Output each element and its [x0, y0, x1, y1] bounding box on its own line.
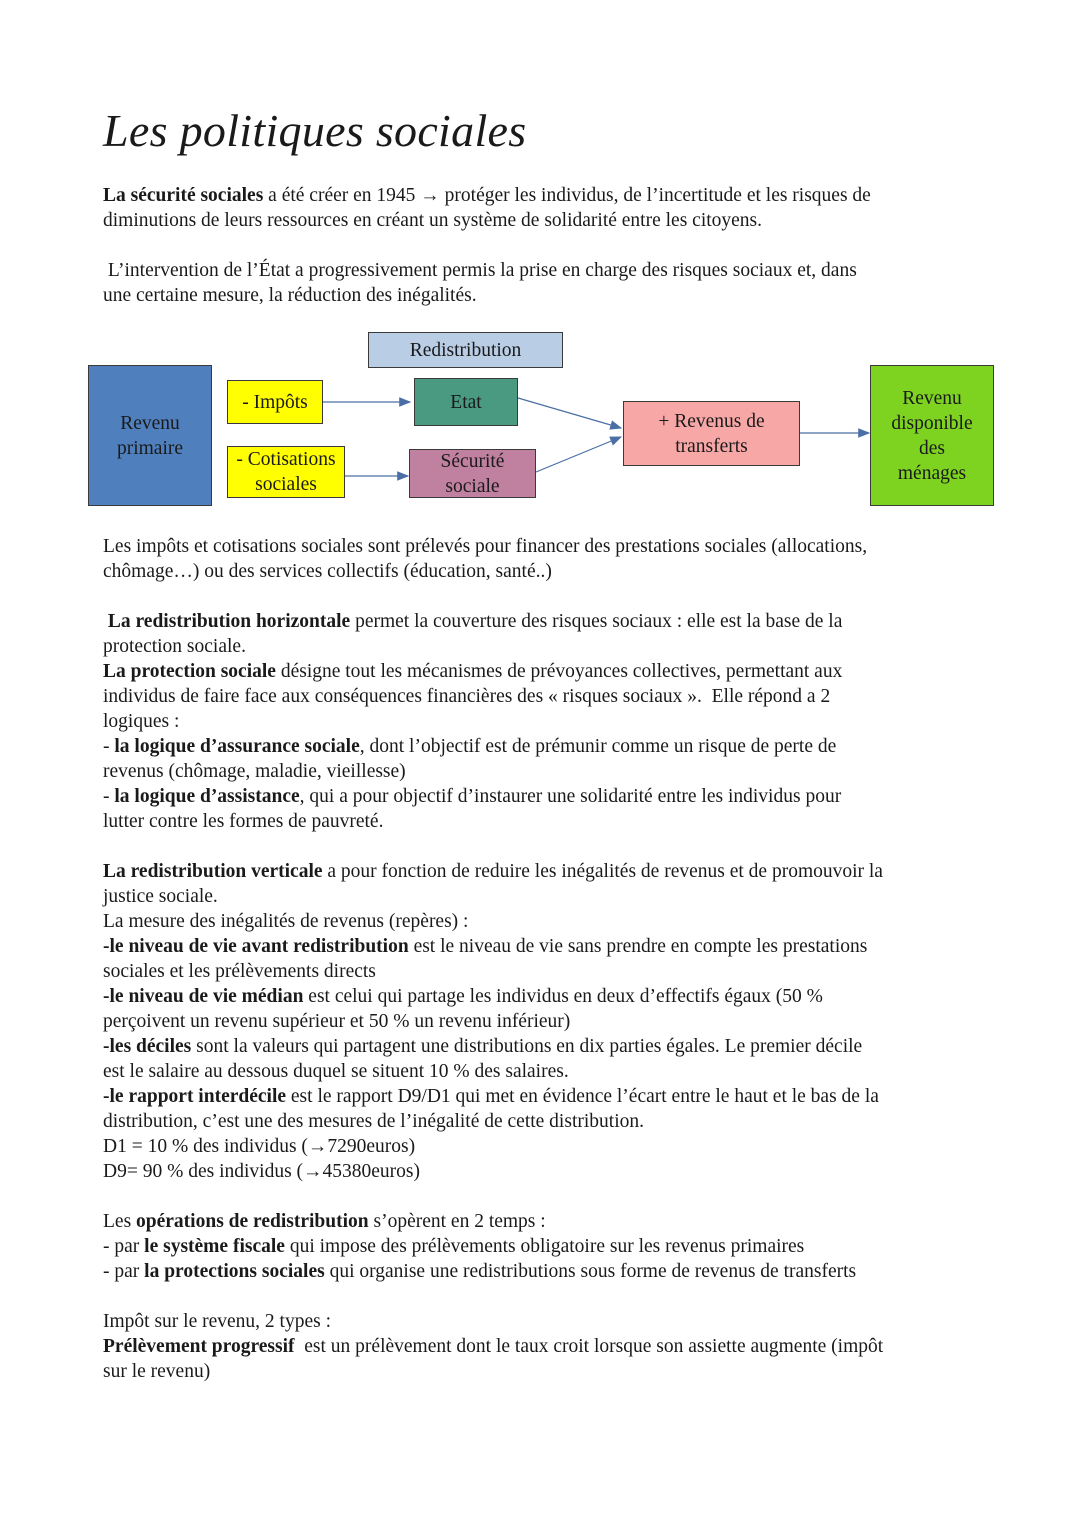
text-line — [103, 1259, 983, 1284]
securite-sociale-box — [409, 449, 536, 498]
bold-term: La redistribution horizontale — [103, 611, 351, 632]
text-run: a pour fonction de reduire les inégalités de revenus et de promouvoir la — [322, 861, 883, 882]
text-line — [103, 1209, 983, 1234]
text-line: est le salaire au dessous duquel se situent 10 % des salaires. — [103, 1061, 569, 1082]
bold-term: la logique d’assurance sociale — [114, 736, 360, 757]
bold-term: La protection sociale — [103, 661, 276, 682]
bold-term: opérations de redistribution — [136, 1211, 369, 1232]
text-line: individus de faire face aux conséquences financières des « risques sociaux ». Elle répond a 2 — [103, 686, 831, 707]
box-label: primaire — [116, 437, 184, 459]
bold-term: -le rapport interdécile — [103, 1086, 287, 1107]
text-line: revenus (chômage, maladie, vieillesse) — [103, 761, 406, 782]
redistribution-verticale-paragraph — [103, 859, 983, 1184]
box-label: - Impôts — [242, 391, 308, 413]
text-run: - — [103, 736, 115, 757]
redistribution-horizontale-paragraph — [103, 609, 983, 834]
operations-paragraph — [103, 1209, 983, 1284]
text-line — [103, 1084, 983, 1109]
bold-term: le système fiscale — [144, 1236, 285, 1257]
text-line — [103, 609, 983, 634]
text-line — [103, 934, 983, 959]
text-line: La mesure des inégalités de revenus (repères) : — [103, 911, 469, 932]
text-line — [103, 1034, 983, 1059]
text-run: qui organise une redistributions sous forme de revenus de transferts — [324, 1261, 857, 1282]
text-run: qui impose des prélèvements obligatoire sur les revenus primaires — [284, 1236, 805, 1257]
text-line: lutter contre les formes de pauvreté. — [103, 811, 384, 832]
text-line: protection sociale. — [103, 636, 246, 657]
text-line — [103, 734, 983, 759]
text-line: distribution, c’est une des mesures de l’inégalité de cette distribution. — [103, 1111, 644, 1132]
text-run: est le niveau de vie sans prendre en compte les prestations — [408, 936, 868, 957]
text-line: logiques : — [103, 711, 180, 732]
text-run: est le rapport D9/D1 qui met en évidence l’écart entre le haut et le bas de la — [286, 1086, 879, 1107]
text-run: désigne tout les mécanismes de prévoyances collectives, permettant aux — [275, 661, 843, 682]
arrow-securite-transferts — [536, 437, 621, 472]
page-title: Les politiques sociales — [103, 105, 527, 156]
text-line: chômage…) ou des services collectifs (éducation, santé..) — [103, 561, 552, 582]
redistribution-box — [368, 332, 563, 368]
text-run: est celui qui partage les individus en deux d’effectifs égaux (50 % — [303, 986, 823, 1007]
prelevements-paragraph — [103, 534, 983, 584]
text-line: D9= 90 % des individus (→45380euros) — [103, 1161, 421, 1182]
box-label: transferts — [675, 435, 748, 457]
text-line: Impôt sur le revenu, 2 types : — [103, 1311, 331, 1332]
text-run: - par — [103, 1236, 145, 1257]
box-label: Revenu — [902, 387, 962, 409]
revenus-transferts-box — [623, 401, 800, 466]
cotisations-box — [227, 446, 345, 498]
text-run: a été créer en 1945 → protéger les individus, de l’incertitude et les risques de — [263, 185, 871, 206]
text-line: sociales et les prélèvements directs — [103, 961, 376, 982]
box-label: des — [919, 437, 945, 459]
text-line — [103, 1334, 983, 1359]
impot-paragraph — [103, 1309, 983, 1384]
text-run: - — [103, 786, 115, 807]
box-label: + Revenus de — [658, 410, 765, 432]
bold-term: -le niveau de vie médian — [103, 986, 304, 1007]
box-label: ménages — [897, 462, 967, 484]
text-run: Les — [103, 1211, 137, 1232]
text-run: sont la valeurs qui partagent une distributions en dix parties égales. Le premier décile — [191, 1036, 863, 1057]
text-run: - par — [103, 1261, 145, 1282]
text-line — [103, 984, 983, 1009]
box-label: - Cotisations — [236, 449, 336, 470]
revenu-disponible-box — [870, 365, 994, 506]
text-run: , dont l’objectif est de prémunir comme un risque de perte de — [359, 736, 837, 757]
text-line: perçoivent un revenu supérieur et 50 % un revenu inférieur) — [103, 1011, 571, 1032]
box-label: Etat — [450, 391, 482, 413]
text-run: est un prélèvement dont le taux croit lorsque son assiette augmente (impôt — [294, 1336, 884, 1357]
text-line — [103, 859, 983, 884]
box-label: Sécurité — [440, 450, 505, 472]
box-label: sociales — [255, 474, 317, 495]
arrow-etat-transferts — [518, 398, 621, 428]
etat-box — [414, 378, 518, 426]
text-line: Les impôts et cotisations sociales sont prélevés pour financer des prestations sociales (allocations, — [103, 536, 868, 557]
text-run: s’opèrent en 2 temps : — [368, 1211, 546, 1232]
bold-term: Prélèvement progressif — [103, 1336, 295, 1357]
bold-term: la protections sociales — [144, 1261, 325, 1282]
text-line: justice sociale. — [103, 886, 218, 907]
text-run: , qui a pour objectif d’instaurer une solidarité entre les individus pour — [299, 786, 842, 807]
text-line: une certaine mesure, la réduction des inégalités. — [103, 285, 477, 306]
bold-term: la logique d’assistance — [114, 786, 300, 807]
bold-term: La redistribution verticale — [103, 861, 323, 882]
text-line: sur le revenu) — [103, 1361, 211, 1382]
text-line: D1 = 10 % des individus (→7290euros) — [103, 1136, 416, 1157]
text-line: diminutions de leurs ressources en créant un système de solidarité entre les citoyens. — [103, 210, 763, 231]
text-line — [103, 784, 983, 809]
text-line — [103, 659, 983, 684]
box-label: Redistribution — [409, 339, 522, 361]
bold-term: -les déciles — [103, 1036, 192, 1057]
revenu-primaire-box — [88, 365, 212, 506]
text-line: L’intervention de l’État a progressivement permis la prise en charge des risques sociaux et, dans — [103, 260, 857, 281]
text-run: permet la couverture des risques sociaux : elle est la base de la — [350, 611, 843, 632]
bold-term: -le niveau de vie avant redistribution — [103, 936, 409, 957]
box-label: disponible — [891, 412, 973, 434]
box-label: sociale — [445, 475, 500, 497]
text-line — [103, 1234, 983, 1259]
impots-box — [227, 380, 323, 424]
bold-term: La sécurité sociales — [103, 185, 264, 206]
box-label: Revenu — [120, 412, 180, 434]
